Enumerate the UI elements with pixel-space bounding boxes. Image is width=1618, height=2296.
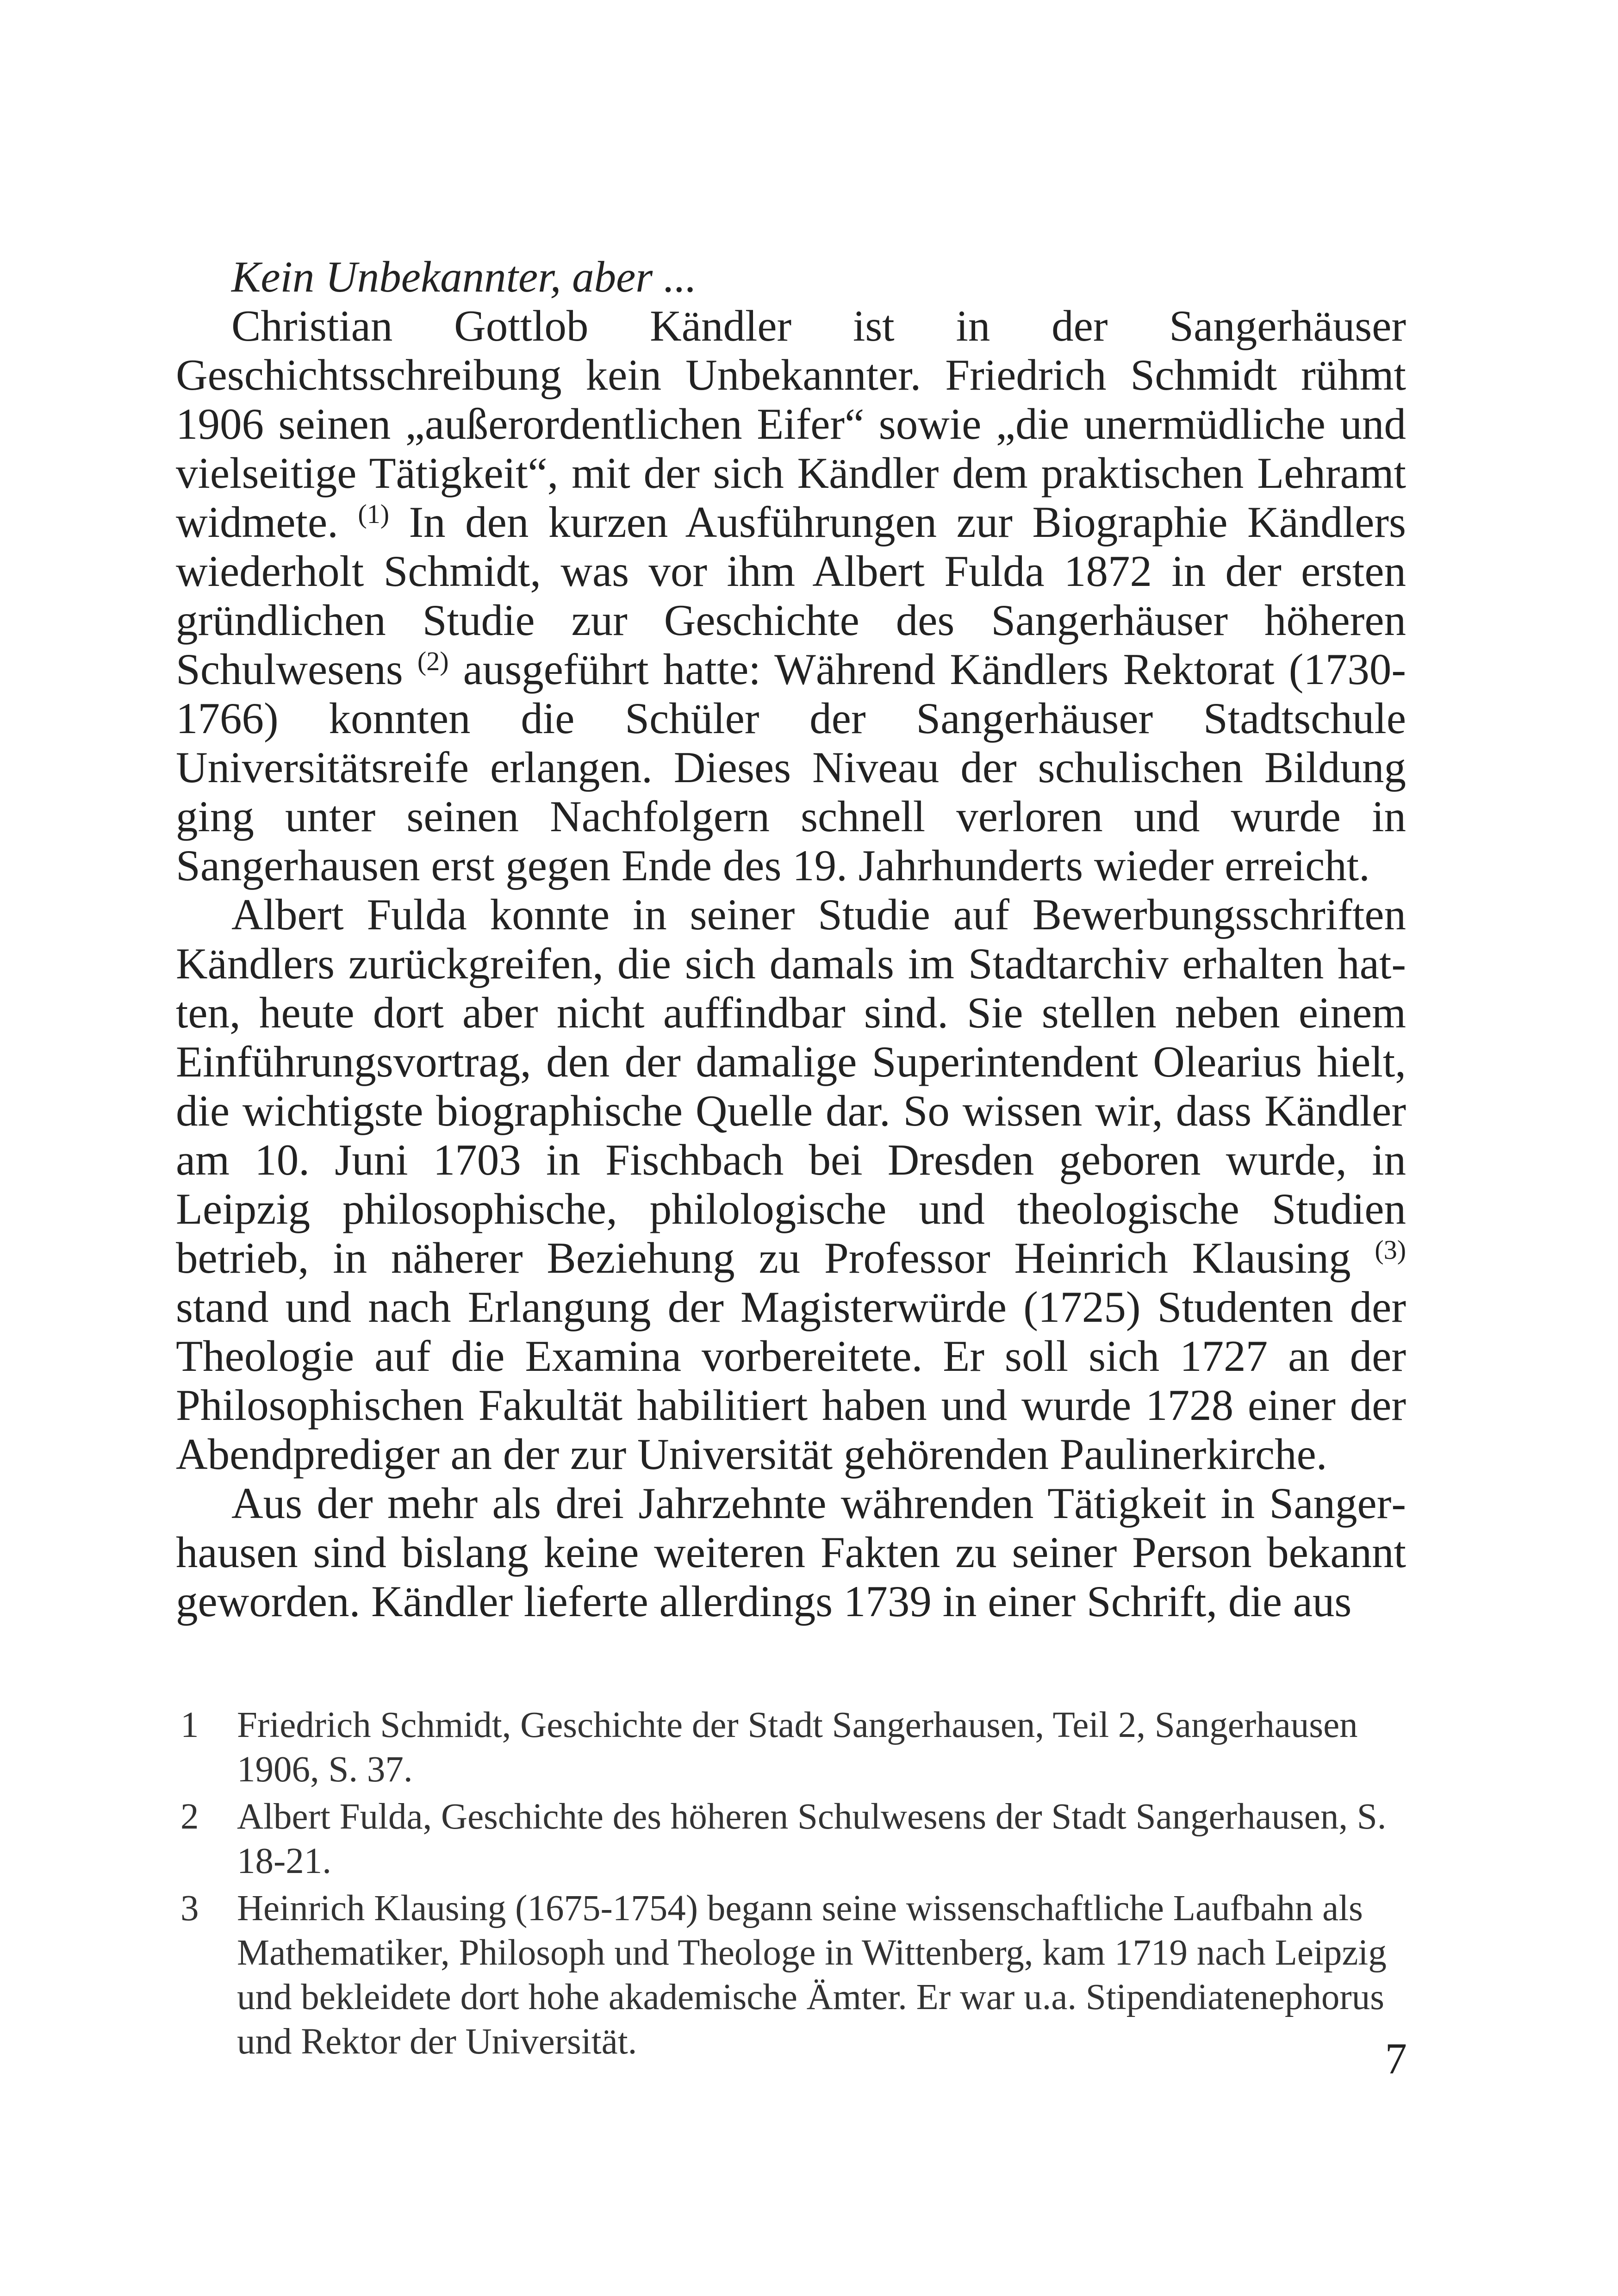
footnote-text: Friedrich Schmidt, Geschichte der Stadt Sangerhausen, Teil 2, Sangerhausen 1906, S. 37. xyxy=(237,1705,1358,1790)
footnote-text: Albert Fulda, Geschichte des höheren Schulwesens der Stadt Sangerhausen, S. 18-21. xyxy=(237,1797,1387,1881)
main-text xyxy=(176,252,1406,1626)
footnote-number: 2 xyxy=(180,1797,199,1837)
paragraph-1-text-a: Christian Gottlob Kändler ist in der Sangerhäuser Geschichtsschreibung kein Unbekannter. Friedrich Schmidt rühmt 1906 seinen „außerordentlichen Eifer“ sowie „die unermüdliche und vielseitige Tätigkeit“, mit der sich Kändler dem praktischen Lehramt widmete. xyxy=(176,301,1406,547)
page-number: 7 xyxy=(1385,2034,1407,2083)
paragraph-2-text-a: Albert Fulda konnte in seiner Studie auf Bewerbungsschriften Kändlers zurückgreifen, die sich damals im Stadtarchiv erhalten hatten, heute dort aber nicht auffindbar sind. Sie stellen neben einem Einführungsvortrag, den der damalige Superintendent Olearius hielt, die wichtigste biographische Quelle dar. So wissen wir, dass Kändler am 10. Juni 1703 in Fischbach bei Dresden geboren wurde, in Leipzig philosophische, philologische und theologische Studien betrieb, in näherer Beziehung zu Professor Heinrich Klausing xyxy=(176,890,1406,1282)
footnote-1 xyxy=(176,1703,1407,1792)
paragraph-1-text-b: In den kurzen Ausführungen zur Biographie Kändlers wiederholt Schmidt, was vor ihm Albert Fulda 1872 in der ersten gründlichen Studie zur Geschichte des Sangerhäuser höheren Schulwesens xyxy=(176,498,1406,694)
footnote-text: Heinrich Klausing (1675-1754) begann seine wissenschaftliche Laufbahn als Mathematiker, Philosoph und Theologe in Wittenberg, kam 1719 nach Leipzig und bekleidete dort hohe akademische Ämter. Er war u.a. Stipendiatenephorus und Rektor der Universität. xyxy=(237,1888,1387,2062)
footnote-number: 3 xyxy=(180,1888,199,1929)
paragraph-2-text-b: stand und nach Erlangung der Magisterwürde (1725) Studenten der Theologie auf die Examina vorbereitete. Er soll sich 1727 an der Philosophischen Fakultät habilitiert haben und wurde 1728 einer der Abendprediger an der zur Universität gehörenden Paulinerkirche. xyxy=(176,1282,1406,1479)
paragraph-1-text-c: ausgeführt hatte: Während Kändlers Rektorat (1730-1766) konnten die Schüler der Sangerhäuser Stadtschule Universitätsreife erlangen. Dieses Niveau der schulischen Bildung ging unter seinen Nachfolgern schnell verloren und wurde in Sangerhausen erst gegen Ende des 19. Jahrhunderts wieder erreicht. xyxy=(176,645,1406,890)
footnote-ref-1: (1) xyxy=(358,499,390,529)
footnote-number: 1 xyxy=(180,1705,199,1745)
section-heading: Kein Unbekannter, aber ... xyxy=(231,252,697,301)
footnote-ref-2: (2) xyxy=(417,646,449,676)
paragraph-2 xyxy=(176,890,1406,1479)
footnote-ref-3: (3) xyxy=(1375,1235,1406,1265)
footnote-2 xyxy=(176,1795,1407,1884)
footnotes xyxy=(176,1703,1407,2067)
footnote-3 xyxy=(176,1886,1407,2064)
paragraph-1 xyxy=(176,301,1406,890)
paragraph-3: Aus der mehr als drei Jahrzehnte währenden Tätigkeit in Sangerhausen sind bislang keine weiteren Fakten zu seiner Person bekannt geworden. Kändler lieferte allerdings 1739 in einer Schrift, die aus xyxy=(176,1479,1406,1626)
